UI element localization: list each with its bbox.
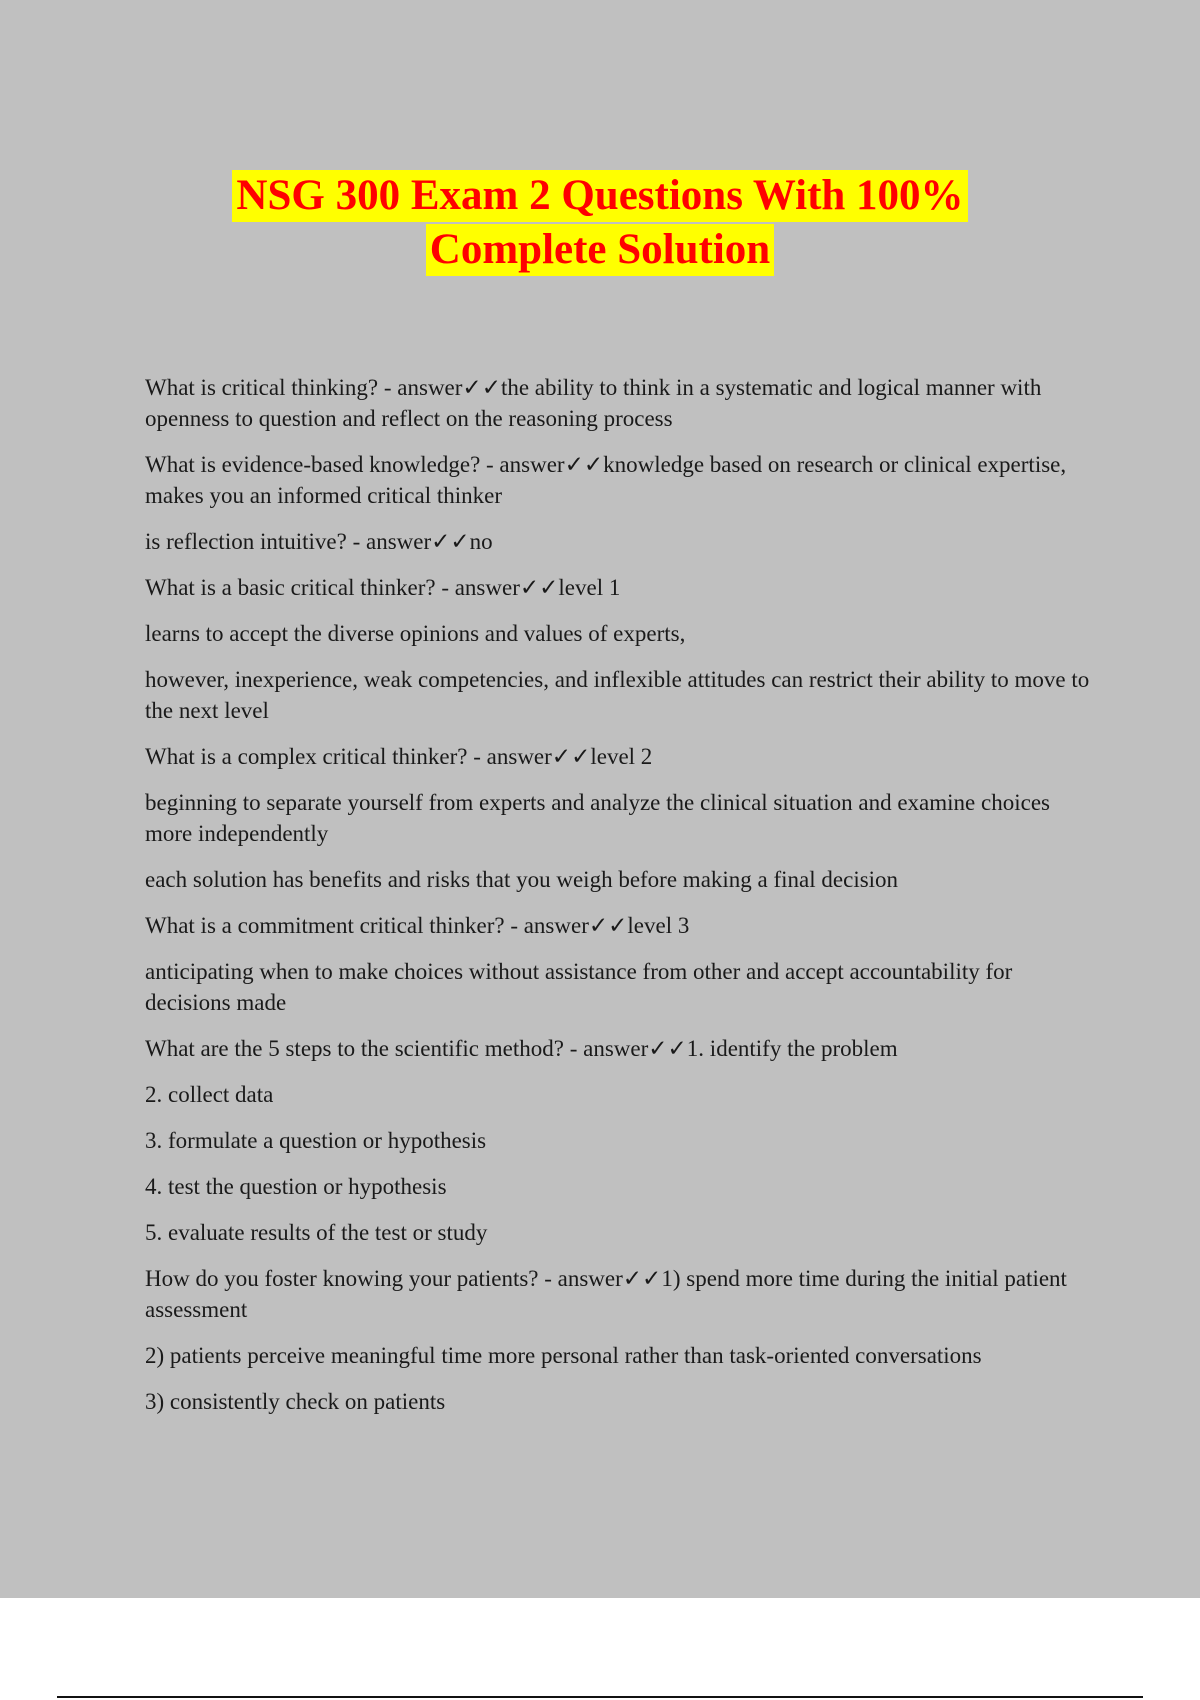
paragraph-step-5: 5. evaluate results of the test or study (145, 1220, 488, 1245)
document-title (0, 170, 1200, 278)
footer-divider (57, 1696, 1143, 1698)
paragraph-evidence-based-knowledge: What is evidence-based knowledge? - answer✓✓knowledge based on research or clinical expertise, makes you an informed critical thinker (145, 452, 1067, 508)
paragraph-complex-thinker-detail-1: beginning to separate yourself from experts and analyze the clinical situation and examine choices more independently (145, 790, 1050, 846)
paragraph-critical-thinking: What is critical thinking? - answer✓✓the ability to think in a systematic and logical manner with openness to question and reflect on the reasoning process (145, 375, 1042, 431)
paragraph-reflection-intuitive: is reflection intuitive? - answer✓✓no (145, 529, 493, 554)
paragraph-knowing-patients: How do you foster knowing your patients? - answer✓✓1) spend more time during the initial patient assessment (145, 1266, 1067, 1322)
paragraph-commitment-thinker: What is a commitment critical thinker? - answer✓✓level 3 (145, 913, 690, 938)
document-body (145, 372, 1095, 1432)
title-line-2: Complete Solution (426, 224, 774, 276)
paragraph-complex-thinker-detail-2: each solution has benefits and risks that you weigh before making a final decision (145, 867, 899, 892)
title-line-1: NSG 300 Exam 2 Questions With 100% (232, 170, 967, 222)
paragraph-basic-thinker-detail-1: learns to accept the diverse opinions and values of experts, (145, 621, 686, 646)
paragraph-knowing-patients-3: 3) consistently check on patients (145, 1389, 446, 1414)
paragraph-step-2: 2. collect data (145, 1082, 274, 1107)
paragraph-step-3: 3. formulate a question or hypothesis (145, 1128, 487, 1153)
paragraph-basic-thinker: What is a basic critical thinker? - answer✓✓level 1 (145, 575, 621, 600)
paragraph-commitment-thinker-detail: anticipating when to make choices without assistance from other and accept accountability for decisions made (145, 959, 1013, 1015)
paragraph-scientific-method: What are the 5 steps to the scientific method? - answer✓✓1. identify the problem (145, 1036, 898, 1061)
paragraph-complex-thinker: What is a complex critical thinker? - answer✓✓level 2 (145, 744, 653, 769)
paragraph-step-4: 4. test the question or hypothesis (145, 1174, 447, 1199)
paragraph-knowing-patients-2: 2) patients perceive meaningful time more personal rather than task-oriented conversations (145, 1343, 982, 1368)
paragraph-basic-thinker-detail-2: however, inexperience, weak competencies, and inflexible attitudes can restrict their ability to move to the next level (145, 667, 1090, 723)
